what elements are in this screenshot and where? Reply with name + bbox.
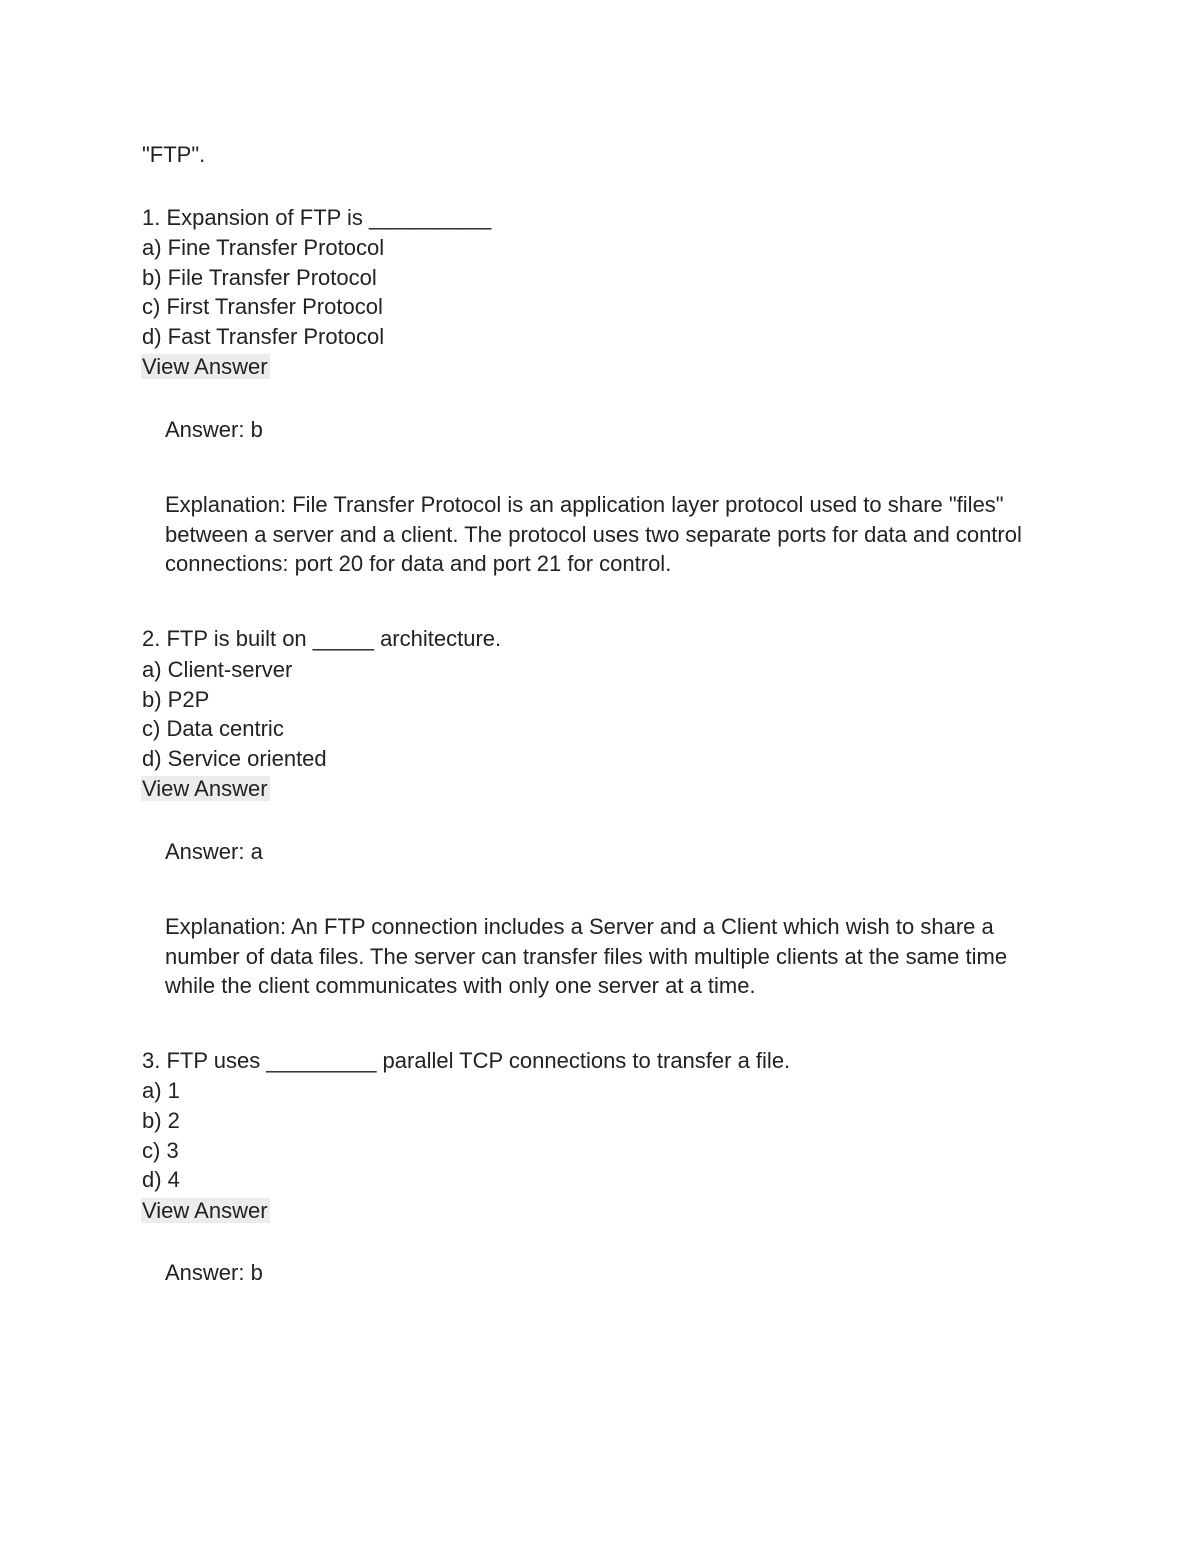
question-3-text: 3. FTP uses _________ parallel TCP connections to transfer a file. [142,1048,791,1073]
question-3-option-a: a) 1 [142,1078,180,1103]
question-3-answer: Answer: b [165,1260,263,1285]
document-heading: "FTP". [142,142,206,167]
question-3-option-d: d) 4 [142,1167,180,1192]
question-2-explanation-line-1: Explanation: An FTP connection includes a Server and a Client which wish to share a [165,914,994,939]
question-2-answer: Answer: a [165,839,263,864]
question-1-option-c: c) First Transfer Protocol [142,294,383,319]
question-2-explanation-line-3: while the client communicates with only one server at a time. [165,973,756,998]
question-1-answer: Answer: b [165,417,263,442]
question-3-option-c: c) 3 [142,1138,179,1163]
question-2-view-answer-button[interactable]: View Answer [142,776,268,801]
question-2-option-d: d) Service oriented [142,746,327,771]
question-1-option-d: d) Fast Transfer Protocol [142,324,385,349]
question-1-explanation-line-3: connections: port 20 for data and port 21 for control. [165,551,672,576]
question-2-option-c: c) Data centric [142,716,284,741]
question-1-option-a: a) Fine Transfer Protocol [142,235,385,260]
question-1-text: 1. Expansion of FTP is __________ [142,205,492,230]
question-1-explanation-line-2: between a server and a client. The protocol uses two separate ports for data and control [165,522,1022,547]
question-2-option-b: b) P2P [142,687,210,712]
question-2-explanation-line-2: number of data files. The server can transfer files with multiple clients at the same time [165,944,1008,969]
question-1-explanation-line-1: Explanation: File Transfer Protocol is an application layer protocol used to share "files" [165,492,1004,517]
question-3-option-b: b) 2 [142,1108,180,1133]
question-2-text: 2. FTP is built on _____ architecture. [142,626,502,651]
question-2-option-a: a) Client-server [142,657,293,682]
question-3-view-answer-button[interactable]: View Answer [142,1198,268,1223]
question-1-view-answer-button[interactable]: View Answer [142,354,268,379]
question-1-option-b: b) File Transfer Protocol [142,265,377,290]
